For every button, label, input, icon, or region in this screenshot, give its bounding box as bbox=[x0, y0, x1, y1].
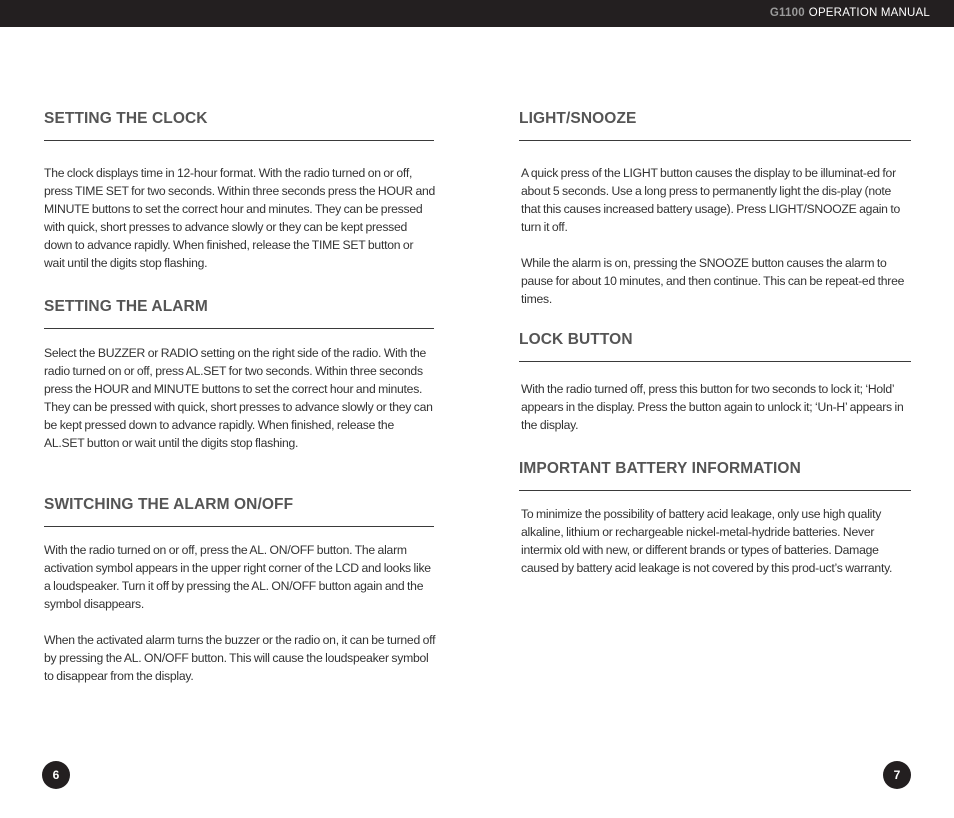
paragraph-switching-alarm-1: With the radio turned on or off, press the AL. ON/OFF button. The alarm activation symbol appears in the upper right corner of the LCD and looks like a loudspeaker. Turn it off by pressing the AL. ON/OFF button again and the symbol disappears. bbox=[44, 543, 431, 611]
paragraph-setting-clock: The clock displays time in 12-hour format. With the radio turned on or off, press TIME SET for two seconds. Within three seconds press the HOUR and MINUTE buttons to set the correct hour and minutes. They can be pressed with quick, short presses to advance slowly or they can be kept pressed down to advance rapidly. When finished, release the TIME SET button or wait until the digits stop flashing. bbox=[44, 166, 436, 270]
paragraph-light-snooze-2: While the alarm is on, pressing the SNOOZE button causes the alarm to pause for about 10 minutes, and then continue. This can be repeat-ed three times. bbox=[521, 256, 905, 306]
divider bbox=[44, 140, 434, 141]
divider bbox=[44, 526, 434, 527]
divider bbox=[519, 490, 911, 491]
heading-light-snooze: LIGHT/SNOOZE bbox=[519, 110, 637, 127]
page-number-right: 7 bbox=[883, 761, 911, 789]
heading-switching-alarm: SWITCHING THE ALARM ON/OFF bbox=[44, 496, 294, 513]
header-title bbox=[770, 7, 930, 19]
heading-battery-info: IMPORTANT BATTERY INFORMATION bbox=[519, 460, 801, 477]
divider bbox=[519, 361, 911, 362]
divider bbox=[519, 140, 911, 141]
heading-setting-alarm: SETTING THE ALARM bbox=[44, 298, 208, 315]
paragraph-lock-button: With the radio turned off, press this button for two seconds to lock it; ‘Hold’ appears in the display. Press the button again to unlock it; ‘Un-H’ appears in the display. bbox=[521, 382, 904, 432]
heading-setting-clock: SETTING THE CLOCK bbox=[44, 110, 208, 127]
paragraph-switching-alarm-2: When the activated alarm turns the buzzer or the radio on, it can be turned off by pressing the AL. ON/OFF button. This will cause the loudspeaker symbol to disappear from the display. bbox=[44, 633, 436, 683]
header-manual-title: OPERATION MANUAL bbox=[808, 7, 930, 19]
paragraph-light-snooze-1: A quick press of the LIGHT button causes the display to be illuminat-ed for about 5 seconds. Use a long press to permanently light the dis-play (note that this causes increased battery usage). Press LIGHT/SNOOZE again to turn it off. bbox=[521, 166, 901, 234]
paragraph-battery-info: To minimize the possibility of battery acid leakage, only use high quality alkaline, lithium or rechargeable nickel-metal-hydride batteries. Never intermix old with new, or different brands or types of batteries. Damage caused by battery acid leakage is not covered by this prod-uct’s warranty. bbox=[521, 507, 893, 575]
page-header-bar bbox=[0, 0, 954, 27]
paragraph-setting-alarm: Select the BUZZER or RADIO setting on the right side of the radio. With the radio turned on or off, press AL.SET for two seconds. Within three seconds press the HOUR and MINUTE buttons to set the correct hour and minutes. They can be pressed with quick, short presses to advance slowly or they can be kept pressed down to advance rapidly. When finished, release the AL.SET button or wait until the digits stop flashing. bbox=[44, 346, 433, 450]
header-model: G1100 bbox=[769, 7, 805, 19]
page-number-left: 6 bbox=[42, 761, 70, 789]
heading-lock-button: LOCK BUTTON bbox=[519, 331, 633, 348]
divider bbox=[44, 328, 434, 329]
